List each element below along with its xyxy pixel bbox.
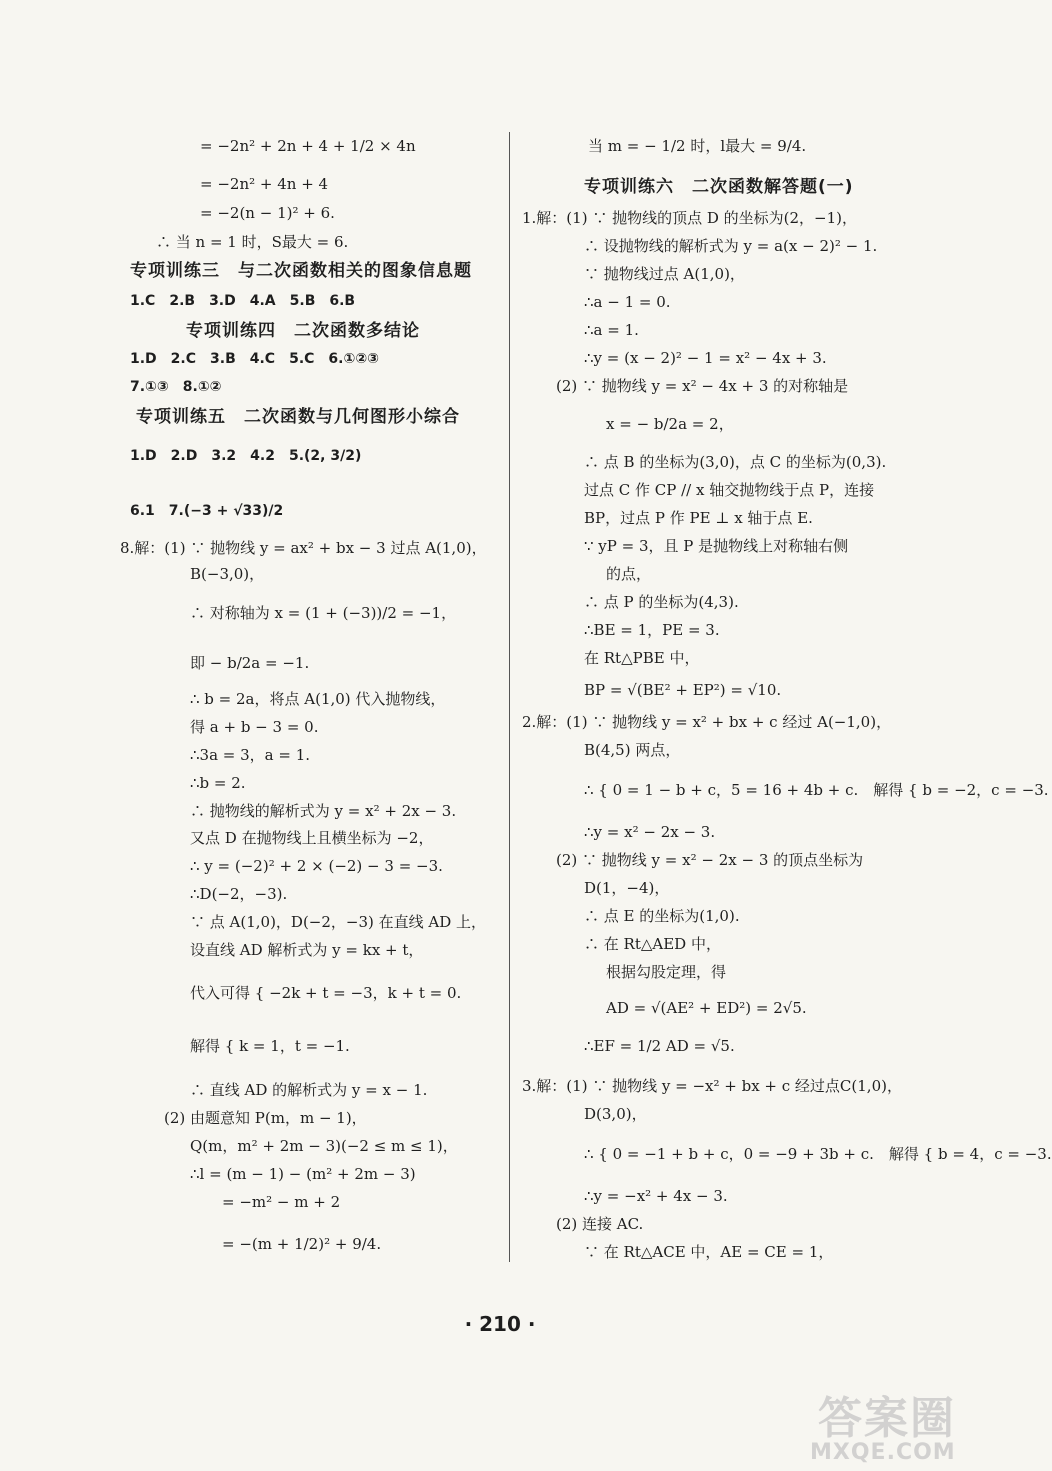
text-line: 代入可得 { −2k + t = −3，k + t = 0. xyxy=(190,984,462,1002)
watermark-cn-text: 答案圈 xyxy=(818,1393,956,1444)
text-line: 得 a + b − 3 = 0. xyxy=(190,718,319,736)
text-line: 2.解：(1) ∵ 抛物线 y = x² + bx + c 经过 A(−1,0)， xyxy=(522,713,892,731)
text-line: ∴l = (m − 1) − (m² + 2m − 3) xyxy=(190,1165,416,1183)
text-line: 1.解：(1) ∵ 抛物线的顶点 D 的坐标为(2，−1)， xyxy=(522,209,858,227)
text-line: = −2n² + 2n + 4 + 1/2 × 4n xyxy=(200,137,416,155)
text-line: B(4,5) 两点， xyxy=(584,741,681,759)
text-line: BP，过点 P 作 PE ⊥ x 轴于点 E. xyxy=(584,509,813,527)
text-line: (2) 连接 AC. xyxy=(556,1215,644,1233)
text-line: ∵ yP = 3，且 P 是抛物线上对称轴右侧 xyxy=(584,537,849,555)
text-line: 过点 C 作 CP // x 轴交抛物线于点 P，连接 xyxy=(584,481,875,499)
text-line: D(1，−4)， xyxy=(584,879,670,897)
text-line: ∴ 对称轴为 x = (1 + (−3))/2 = −1， xyxy=(190,604,457,622)
text-line: ∴ y = (−2)² + 2 × (−2) − 3 = −3. xyxy=(190,857,443,875)
text-line: ∴ b = 2a，将点 A(1,0) 代入抛物线， xyxy=(190,690,446,708)
text-line: D(3,0)， xyxy=(584,1105,647,1123)
column-divider xyxy=(509,132,510,1262)
text-line: ∴ 抛物线的解析式为 y = x² + 2x − 3. xyxy=(190,802,457,820)
text-line: ∴ { 0 = 1 − b + c，5 = 16 + 4b + c. 解得 { b = −2，c = −3. xyxy=(584,781,1049,799)
text-line: BP = √(BE² + EP²) = √10. xyxy=(584,681,782,699)
text-line: 在 Rt△PBE 中， xyxy=(584,649,700,667)
text-line: 又点 D 在抛物线上且横坐标为 −2， xyxy=(190,829,434,847)
text-line: = −m² − m + 2 xyxy=(222,1193,341,1211)
text-line: B(−3,0)， xyxy=(190,565,265,583)
text-line: = −2n² + 4n + 4 xyxy=(200,175,329,193)
answer-line: 7.①③ 8.①② xyxy=(130,379,222,395)
text-line: ∴ 在 Rt△AED 中， xyxy=(584,935,721,953)
text-line: ∵ 点 A(1,0)，D(−2，−3) 在直线 AD 上， xyxy=(190,913,487,931)
text-line: 设直线 AD 解析式为 y = kx + t， xyxy=(190,941,424,959)
page-number: · 210 · xyxy=(464,1312,536,1336)
text-line: 当 m = − 1/2 时，l最大 = 9/4. xyxy=(588,137,807,155)
text-line: ∴ 设抛物线的解析式为 y = a(x − 2)² − 1. xyxy=(584,237,878,255)
text-line: 3.解：(1) ∵ 抛物线 y = −x² + bx + c 经过点C(1,0)， xyxy=(522,1077,902,1095)
section-heading: 专项训练五 二次函数与几何图形小综合 xyxy=(136,407,460,427)
text-line: ∴ 点 E 的坐标为(1,0). xyxy=(584,907,740,925)
section-heading: 专项训练六 二次函数解答题(一) xyxy=(584,177,854,197)
text-line: ∴D(−2，−3). xyxy=(190,885,288,903)
text-line: x = − b/2a = 2， xyxy=(606,415,734,433)
text-line: ∴a = 1. xyxy=(584,321,639,339)
text-line: (2) 由题意知 P(m，m − 1)， xyxy=(164,1109,367,1127)
text-line: Q(m，m² + 2m − 3)(−2 ≤ m ≤ 1)， xyxy=(190,1137,458,1155)
text-line: ∴y = (x − 2)² − 1 = x² − 4x + 3. xyxy=(584,349,827,367)
text-line: 8.解：(1) ∵ 抛物线 y = ax² + bx − 3 过点 A(1,0)， xyxy=(120,539,487,557)
text-line: 的点， xyxy=(606,565,652,583)
text-line: ∴y = x² − 2x − 3. xyxy=(584,823,716,841)
answer-line: 6.1 7.(−3 + √33)/2 xyxy=(130,503,284,519)
text-line: AD = √(AE² + ED²) = 2√5. xyxy=(606,999,807,1017)
text-line: ∴ { 0 = −1 + b + c，0 = −9 + 3b + c. 解得 { b = 4，c = −3. xyxy=(584,1145,1052,1163)
watermark-logo xyxy=(800,1382,1000,1470)
text-line: (2) ∵ 抛物线 y = x² − 2x − 3 的顶点坐标为 xyxy=(556,851,864,869)
text-line: 解得 { k = 1，t = −1. xyxy=(190,1037,350,1055)
text-line: ∴y = −x² + 4x − 3. xyxy=(584,1187,728,1205)
text-line: 即 − b/2a = −1. xyxy=(190,654,310,672)
text-line: (2) ∵ 抛物线 y = x² − 4x + 3 的对称轴是 xyxy=(556,377,849,395)
text-line: ∴ 点 B 的坐标为(3,0)，点 C 的坐标为(0,3). xyxy=(584,453,887,471)
section-heading: 专项训练三 与二次函数相关的图象信息题 xyxy=(130,261,472,281)
text-line: ∴BE = 1，PE = 3. xyxy=(584,621,720,639)
text-line: 根据勾股定理，得 xyxy=(606,963,727,981)
text-line: ∴ 当 n = 1 时，S最大 = 6. xyxy=(156,233,349,251)
text-line: ∵ 在 Rt△ACE 中，AE = CE = 1， xyxy=(584,1243,834,1261)
answer-line: 1.D 2.C 3.B 4.C 5.C 6.①②③ xyxy=(130,351,380,367)
text-line: = −(m + 1/2)² + 9/4. xyxy=(222,1235,382,1253)
answer-line: 1.D 2.D 3.2 4.2 5.(2, 3/2) xyxy=(130,448,362,464)
text-line: ∴ 直线 AD 的解析式为 y = x − 1. xyxy=(190,1081,428,1099)
text-line: ∴3a = 3，a = 1. xyxy=(190,746,311,764)
watermark-en-text: MXQE.COM xyxy=(810,1440,956,1465)
text-line: ∴EF = 1/2 AD = √5. xyxy=(584,1037,735,1055)
text-line: ∵ 抛物线过点 A(1,0)， xyxy=(584,265,745,283)
text-line: ∴a − 1 = 0. xyxy=(584,293,671,311)
text-line: = −2(n − 1)² + 6. xyxy=(200,204,335,222)
answer-line: 1.C 2.B 3.D 4.A 5.B 6.B xyxy=(130,293,356,309)
text-line: ∴b = 2. xyxy=(190,774,246,792)
text-line: ∴ 点 P 的坐标为(4,3). xyxy=(584,593,739,611)
section-heading: 专项训练四 二次函数多结论 xyxy=(186,321,420,341)
